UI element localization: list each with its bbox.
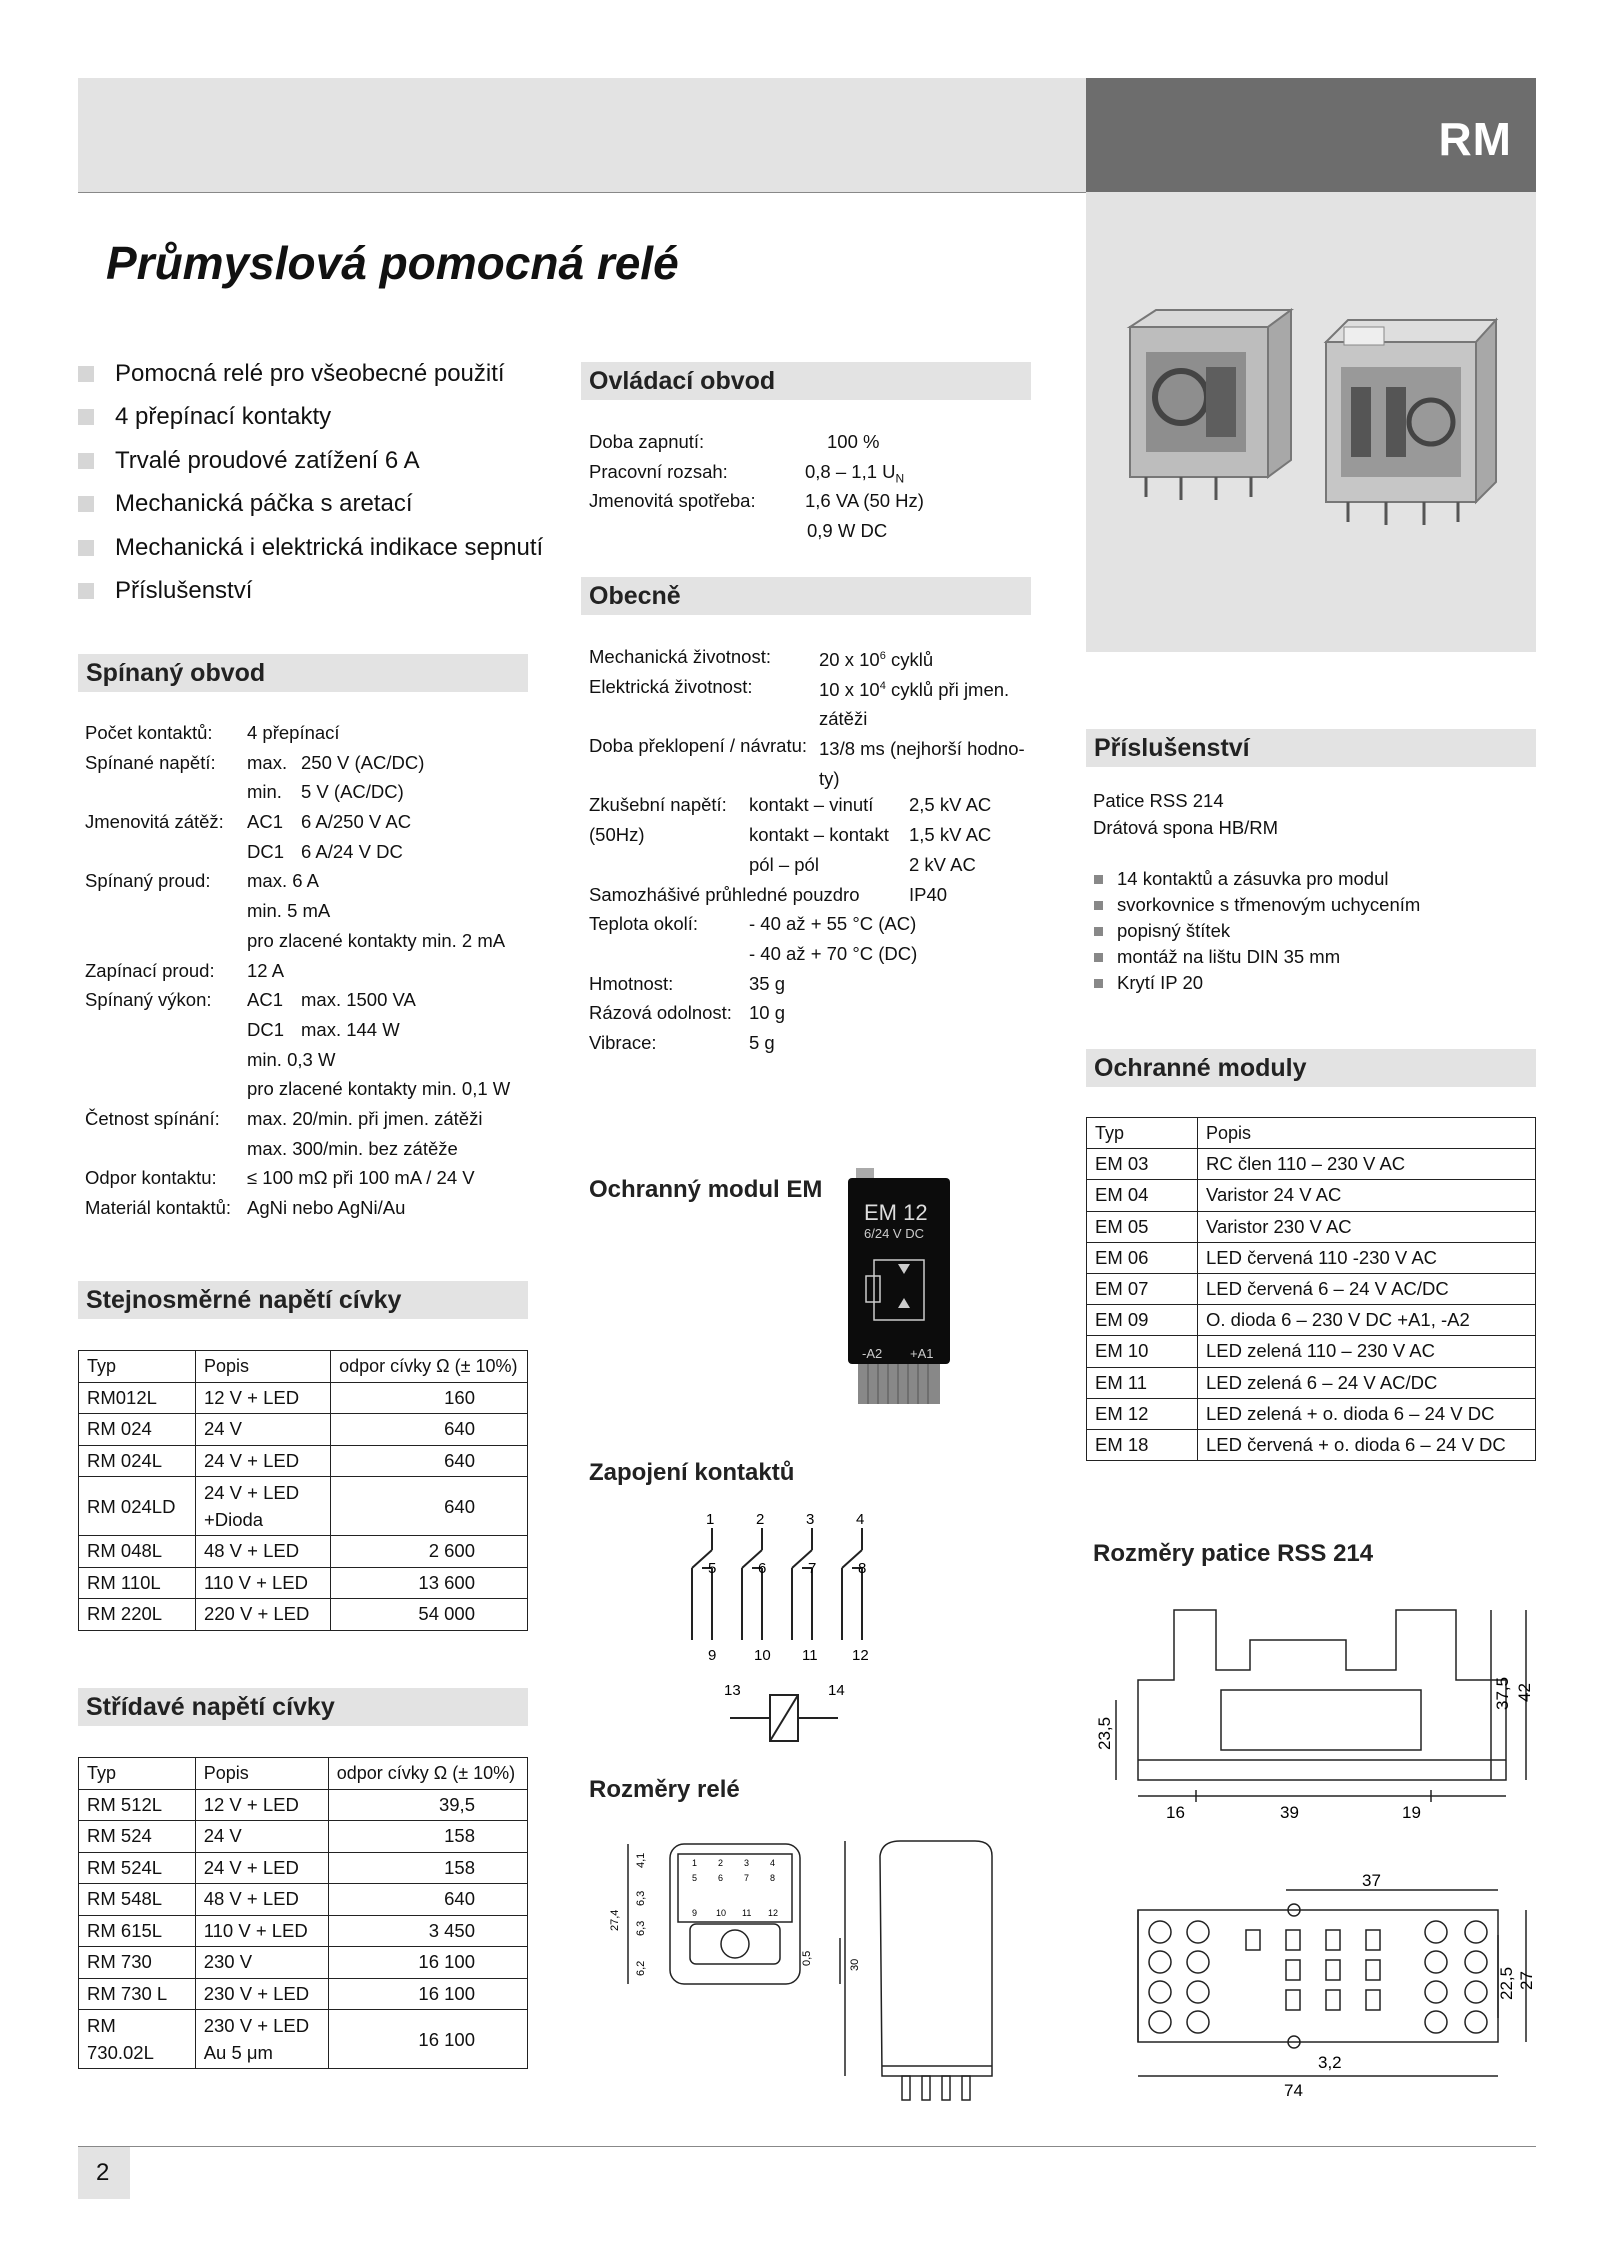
spec-row: Zkušební napětí: kontakt – vinutí 2,5 kV AC	[589, 794, 992, 816]
bullet-icon	[78, 453, 94, 469]
wiring-top-label: 1	[706, 1511, 715, 1528]
relay-pin-label: 12	[768, 1908, 779, 1918]
relay-dim-label: 30	[849, 1958, 861, 1971]
relay-dim-label: 6,2	[635, 1960, 647, 1976]
em-label: EM 12	[864, 1200, 928, 1225]
table-header-row	[79, 1351, 528, 1383]
table-row	[79, 1414, 528, 1446]
socket-dim-label: 23,5	[1095, 1716, 1114, 1750]
socket-dim-label: 37,5	[1493, 1676, 1512, 1710]
wiring-top-label: 4	[856, 1511, 865, 1528]
bullet-icon	[78, 540, 94, 556]
table-cell: RM 024LD	[79, 1477, 196, 1536]
feature-item: Mechanická i elektrická indikace sepnutí	[78, 526, 543, 570]
table-cell: 160	[331, 1382, 528, 1414]
table-cell: RM 048L	[79, 1536, 196, 1568]
bullet-icon	[1094, 927, 1103, 936]
table-cell: 39,5	[328, 1789, 527, 1821]
table-cell: EM 12	[1087, 1398, 1198, 1429]
accessory-line: Drátová spona HB/RM	[1093, 817, 1279, 838]
contact-wiring-diagram	[670, 1510, 890, 1750]
table-cell: LED červená + o. dioda 6 – 24 V DC	[1198, 1429, 1536, 1460]
table-cell: RM012L	[79, 1382, 196, 1414]
ac-coil-table	[78, 1757, 528, 2069]
column-header: Typ	[1087, 1118, 1198, 1149]
socket-dim-label: 42	[1515, 1683, 1534, 1702]
socket-dim-label: 27	[1517, 1971, 1536, 1990]
relay-dim-label: 6,3	[635, 1920, 647, 1936]
feature-item: Příslušenství	[78, 570, 543, 614]
accessory-bullet: montáž na lištu DIN 35 mm	[1078, 944, 1420, 970]
table-cell: RM 524L	[79, 1852, 196, 1884]
table-cell: 220 V + LED	[195, 1599, 330, 1631]
feature-list	[78, 352, 543, 613]
table-cell: 16 100	[328, 2010, 527, 2069]
table-cell: 640	[328, 1884, 527, 1916]
wiring-bottom-label: 10	[754, 1647, 771, 1664]
accessory-bullet: Krytí IP 20	[1078, 970, 1420, 996]
table-cell: 24 V + LED	[195, 1445, 330, 1477]
relay-dimensions-heading: Rozměry relé	[589, 1776, 740, 1803]
feature-item: Mechanická páčka s aretací	[78, 483, 543, 527]
feature-item: 4 přepínací kontakty	[78, 396, 543, 440]
contact-wiring-heading: Zapojení kontaktů	[589, 1459, 795, 1486]
wiring-top-label: 3	[806, 1511, 815, 1528]
table-cell: 230 V	[195, 1947, 328, 1979]
table-cell: EM 09	[1087, 1305, 1198, 1336]
em-pin-a1: +A1	[910, 1346, 934, 1361]
column-header: Popis	[195, 1758, 328, 1790]
table-cell: RM 220L	[79, 1599, 196, 1631]
table-cell: 110 V + LED	[195, 1567, 330, 1599]
table-row	[79, 1947, 528, 1979]
table-header-row	[1087, 1118, 1536, 1149]
relay-dim-label: 6,3	[635, 1890, 647, 1906]
table-cell: 48 V + LED	[195, 1884, 328, 1916]
table-row	[79, 1567, 528, 1599]
spec-row: Počet kontaktů: 4 přepínací	[85, 722, 340, 743]
table-row	[79, 1382, 528, 1414]
table-cell: EM 10	[1087, 1336, 1198, 1367]
spec-row: Spínaný proud: max. 6 A	[85, 870, 319, 892]
table-cell: RM 730.02L	[79, 2010, 196, 2069]
table-cell: RM 110L	[79, 1567, 196, 1599]
dc-coil-heading: Stejnosměrné napětí cívky	[78, 1281, 528, 1319]
socket-dim-label: 3,2	[1318, 2053, 1342, 2072]
socket-dim-label: 39	[1280, 1803, 1299, 1822]
wiring-bottom-label: 12	[852, 1647, 869, 1664]
table-row	[1087, 1211, 1536, 1242]
table-cell: 48 V + LED	[195, 1536, 330, 1568]
table-cell: RM 024L	[79, 1445, 196, 1477]
table-row	[79, 1884, 528, 1916]
general-specs	[589, 642, 1039, 1058]
spec-row: DC1 6 A/24 V DC	[247, 840, 403, 862]
bullet-icon	[78, 583, 94, 599]
table-row	[79, 1445, 528, 1477]
feature-item: Trvalé proudové zatížení 6 A	[78, 439, 543, 483]
table-row	[1087, 1242, 1536, 1273]
spec-row: zátěži	[819, 708, 868, 730]
spec-row: min. 0,3 W	[247, 1048, 336, 1070]
table-cell: 2 600	[331, 1536, 528, 1568]
table-cell: 24 V + LED +Dioda	[195, 1477, 330, 1536]
spec-row: Spínaný výkon: AC1 max. 1500 VA	[85, 989, 416, 1011]
bullet-icon	[1094, 901, 1103, 910]
column-header: Popis	[195, 1351, 330, 1383]
bullet-icon	[78, 496, 94, 512]
table-cell: 24 V + LED	[195, 1852, 328, 1884]
spec-row: min. 5 V (AC/DC)	[247, 781, 404, 803]
spec-row: - 40 až + 70 °C (DC)	[749, 942, 918, 964]
spec-row: Samozhášivé průhledné pouzdro IP40	[589, 883, 948, 905]
bullet-icon	[1094, 979, 1103, 988]
table-header-row	[79, 1758, 528, 1790]
relay-pin-label: 9	[692, 1908, 698, 1918]
column-header: Typ	[79, 1351, 196, 1383]
spec-row: 0,9 W DC	[807, 520, 888, 542]
em-pin-a2: -A2	[862, 1346, 883, 1361]
table-cell: 230 V + LED Au 5 μm	[195, 2010, 328, 2069]
table-row	[79, 1821, 528, 1853]
table-cell: RC člen 110 – 230 V AC	[1198, 1149, 1536, 1180]
bullet-icon	[78, 366, 94, 382]
wiring-mid-label: 8	[858, 1560, 867, 1577]
table-row	[1087, 1336, 1536, 1367]
control-circuit-specs	[589, 427, 1029, 546]
socket-dim-label: 19	[1402, 1803, 1421, 1822]
table-row	[1087, 1367, 1536, 1398]
wiring-coil-label: 14	[828, 1682, 845, 1699]
relay-dimensions-drawing	[600, 1826, 1020, 2106]
switched-circuit-specs	[85, 718, 525, 1223]
table-cell: RM 524	[79, 1821, 196, 1853]
table-cell: 158	[328, 1821, 527, 1853]
general-heading: Obecně	[581, 577, 1031, 615]
table-row	[79, 1536, 528, 1568]
table-cell: O. dioda 6 – 230 V DC +A1, -A2	[1198, 1305, 1536, 1336]
protective-modules-table	[1086, 1117, 1536, 1461]
relay-photo	[1086, 192, 1536, 652]
table-cell: LED červená 110 -230 V AC	[1198, 1242, 1536, 1273]
wiring-mid-label: 5	[708, 1560, 717, 1577]
spec-row: DC1 max. 144 W	[247, 1018, 400, 1040]
table-cell: LED zelená 6 – 24 V AC/DC	[1198, 1367, 1536, 1398]
table-cell: RM 730	[79, 1947, 196, 1979]
table-cell: EM 07	[1087, 1273, 1198, 1304]
table-cell: 640	[331, 1414, 528, 1446]
spec-row: Zapínací proud: 12 A	[85, 959, 285, 981]
spec-row: Teplota okolí: - 40 až + 55 °C (AC)	[589, 913, 917, 935]
relay-pin-label: 2	[718, 1858, 724, 1868]
bullet-icon	[1094, 953, 1103, 962]
table-cell: RM 548L	[79, 1884, 196, 1916]
spec-row: Pracovní rozsah: 0,8 – 1,1 $U_N$	[589, 460, 905, 486]
footer-divider	[78, 2146, 1536, 2147]
bullet-icon	[78, 409, 94, 425]
relay-dim-label: 4,1	[635, 1852, 647, 1868]
socket-dim-label: 16	[1166, 1803, 1185, 1822]
accessory-bullet: 14 kontaktů a zásuvka pro modul	[1078, 866, 1420, 892]
relay-pin-label: 4	[770, 1858, 776, 1868]
table-cell: RM 024	[79, 1414, 196, 1446]
control-circuit-heading: Ovládací obvod	[581, 362, 1031, 400]
table-cell: 54 000	[331, 1599, 528, 1631]
table-row	[79, 1915, 528, 1947]
relay-pin-label: 3	[744, 1858, 750, 1868]
em-module-image	[848, 1168, 950, 1404]
table-cell: RM 615L	[79, 1915, 196, 1947]
column-header: odpor cívky Ω (± 10%)	[328, 1758, 527, 1790]
relay-dim-label: 0,5	[801, 1950, 813, 1966]
spec-row: Odpor kontaktu: ≤ 100 mΩ při 100 mA / 24 V	[85, 1167, 475, 1189]
spec-row: ty)	[819, 767, 840, 789]
page-number: 2	[96, 2159, 110, 2186]
feature-item: Pomocná relé pro všeobecné použití	[78, 352, 543, 396]
switched-circuit-heading: Spínaný obvod	[78, 654, 528, 692]
table-row	[79, 1789, 528, 1821]
table-cell: EM 11	[1087, 1367, 1198, 1398]
spec-row: Doba překlopení / návratu: 13/8 ms (nejhorší hodno-	[589, 735, 1025, 760]
relay-dim-label: 27,4	[609, 1909, 621, 1931]
table-row	[1087, 1180, 1536, 1211]
table-cell: EM 06	[1087, 1242, 1198, 1273]
wiring-mid-label: 6	[758, 1560, 767, 1577]
socket-dim-label: 22,5	[1497, 1966, 1516, 2000]
table-cell: LED červená 6 – 24 V AC/DC	[1198, 1273, 1536, 1304]
table-cell: Varistor 230 V AC	[1198, 1211, 1536, 1242]
spec-row: Rázová odolnost: 10 g	[589, 1002, 786, 1024]
accessories-heading: Příslušenství	[1086, 729, 1536, 767]
table-cell: 13 600	[331, 1567, 528, 1599]
spec-row: Četnost spínání: max. 20/min. při jmen. zátěži	[85, 1107, 483, 1129]
protective-modules-heading: Ochranné moduly	[1086, 1049, 1536, 1087]
spec-row: Hmotnost: 35 g	[589, 972, 786, 994]
wiring-top-label: 2	[756, 1511, 765, 1528]
table-row	[79, 1477, 528, 1536]
accessories-bullets	[1078, 866, 1420, 996]
table-cell: LED zelená + o. dioda 6 – 24 V DC	[1198, 1398, 1536, 1429]
relay-pin-label: 10	[716, 1908, 727, 1918]
wiring-coil-label: 13	[724, 1682, 741, 1699]
page-number-box	[78, 2147, 130, 2199]
relay-pin-label: 7	[744, 1873, 750, 1883]
table-cell: 640	[331, 1445, 528, 1477]
relay-pin-label: 6	[718, 1873, 724, 1883]
table-cell: EM 05	[1087, 1211, 1198, 1242]
page-title: Průmyslová pomocná relé	[106, 237, 679, 289]
accessories-lines	[1093, 787, 1278, 841]
socket-dimensions-drawing	[1086, 1590, 1536, 2110]
table-cell: EM 03	[1087, 1149, 1198, 1180]
spec-row: (50Hz) kontakt – kontakt 1,5 kV AC	[589, 824, 992, 846]
em-sublabel: 6/24 V DC	[864, 1226, 924, 1241]
table-cell: EM 18	[1087, 1429, 1198, 1460]
header-bar	[78, 78, 1086, 192]
table-cell: 24 V	[195, 1821, 328, 1853]
accessory-bullet: svorkovnice s třmenovým uchycením	[1078, 892, 1420, 918]
wiring-bottom-label: 9	[708, 1647, 717, 1664]
spec-row: Mechanická životnost: 20 x $10^6$ cyklů	[589, 646, 934, 671]
socket-dim-label: 74	[1284, 2081, 1303, 2100]
table-row	[1087, 1429, 1536, 1460]
header-divider	[78, 192, 1086, 193]
table-row	[1087, 1149, 1536, 1180]
spec-row: pro zlacené kontakty min. 0,1 W	[247, 1078, 511, 1100]
table-row	[79, 1978, 528, 2010]
spec-row: pól – pól 2 kV AC	[749, 853, 976, 875]
table-cell: 12 V + LED	[195, 1382, 330, 1414]
ac-coil-heading: Střídavé napětí cívky	[78, 1688, 528, 1726]
accessory-bullet: popisný štítek	[1078, 918, 1420, 944]
table-row	[1087, 1273, 1536, 1304]
accessory-line: Patice RSS 214	[1093, 790, 1224, 811]
table-cell: 16 100	[328, 1947, 527, 1979]
relay-pin-label: 5	[692, 1873, 698, 1883]
spec-row: Spínané napětí: max. 250 V (AC/DC)	[85, 751, 425, 773]
wiring-bottom-label: 11	[802, 1647, 818, 1664]
table-cell: RM 512L	[79, 1789, 196, 1821]
relay-pin-label: 8	[770, 1873, 776, 1883]
spec-row: Materiál kontaktů: AgNi nebo AgNi/Au	[85, 1197, 406, 1218]
table-cell: 3 450	[328, 1915, 527, 1947]
table-cell: 16 100	[328, 1978, 527, 2010]
spec-row: max. 300/min. bez zátěže	[247, 1137, 458, 1159]
socket-dimensions-heading: Rozměry patice RSS 214	[1093, 1540, 1374, 1567]
product-photo-panel	[1086, 192, 1536, 652]
table-cell: EM 04	[1087, 1180, 1198, 1211]
table-cell: 12 V + LED	[195, 1789, 328, 1821]
table-cell: 158	[328, 1852, 527, 1884]
wiring-mid-label: 7	[808, 1560, 817, 1577]
table-cell: 640	[331, 1477, 528, 1536]
table-row	[1087, 1305, 1536, 1336]
table-row	[1087, 1398, 1536, 1429]
dc-coil-table	[78, 1350, 528, 1631]
spec-row: pro zlacené kontakty min. 2 mA	[247, 929, 506, 951]
spec-row: Jmenovitá spotřeba: 1,6 VA (50 Hz)	[589, 490, 924, 512]
relay-pin-label: 1	[692, 1858, 698, 1868]
table-cell: 24 V	[195, 1414, 330, 1446]
column-header: Typ	[79, 1758, 196, 1790]
table-row	[79, 1599, 528, 1631]
table-cell: RM 730 L	[79, 1978, 196, 2010]
table-row	[79, 1852, 528, 1884]
spec-row: Doba zapnutí: 100 %	[589, 431, 880, 452]
product-code: RM	[1438, 113, 1512, 165]
table-cell: LED zelená 110 – 230 V AC	[1198, 1336, 1536, 1367]
column-header: Popis	[1198, 1118, 1536, 1149]
bullet-icon	[1094, 875, 1103, 884]
table-cell: 110 V + LED	[195, 1915, 328, 1947]
spec-row: Elektrická životnost: 10 x $10^4$ cyklů při jmen.	[589, 675, 1010, 700]
spec-row: Jmenovitá zátěž: AC1 6 A/250 V AC	[85, 811, 412, 833]
socket-dim-label: 37	[1362, 1871, 1381, 1890]
table-cell: Varistor 24 V AC	[1198, 1180, 1536, 1211]
table-cell: 230 V + LED	[195, 1978, 328, 2010]
relay-pin-label: 11	[742, 1908, 752, 1918]
em-module-heading: Ochranný modul EM	[589, 1176, 823, 1203]
table-row	[79, 2010, 528, 2069]
product-code-badge	[1086, 78, 1536, 192]
spec-row: Vibrace: 5 g	[589, 1031, 775, 1053]
column-header: odpor cívky Ω (± 10%)	[331, 1351, 528, 1383]
spec-row: min. 5 mA	[247, 900, 331, 922]
